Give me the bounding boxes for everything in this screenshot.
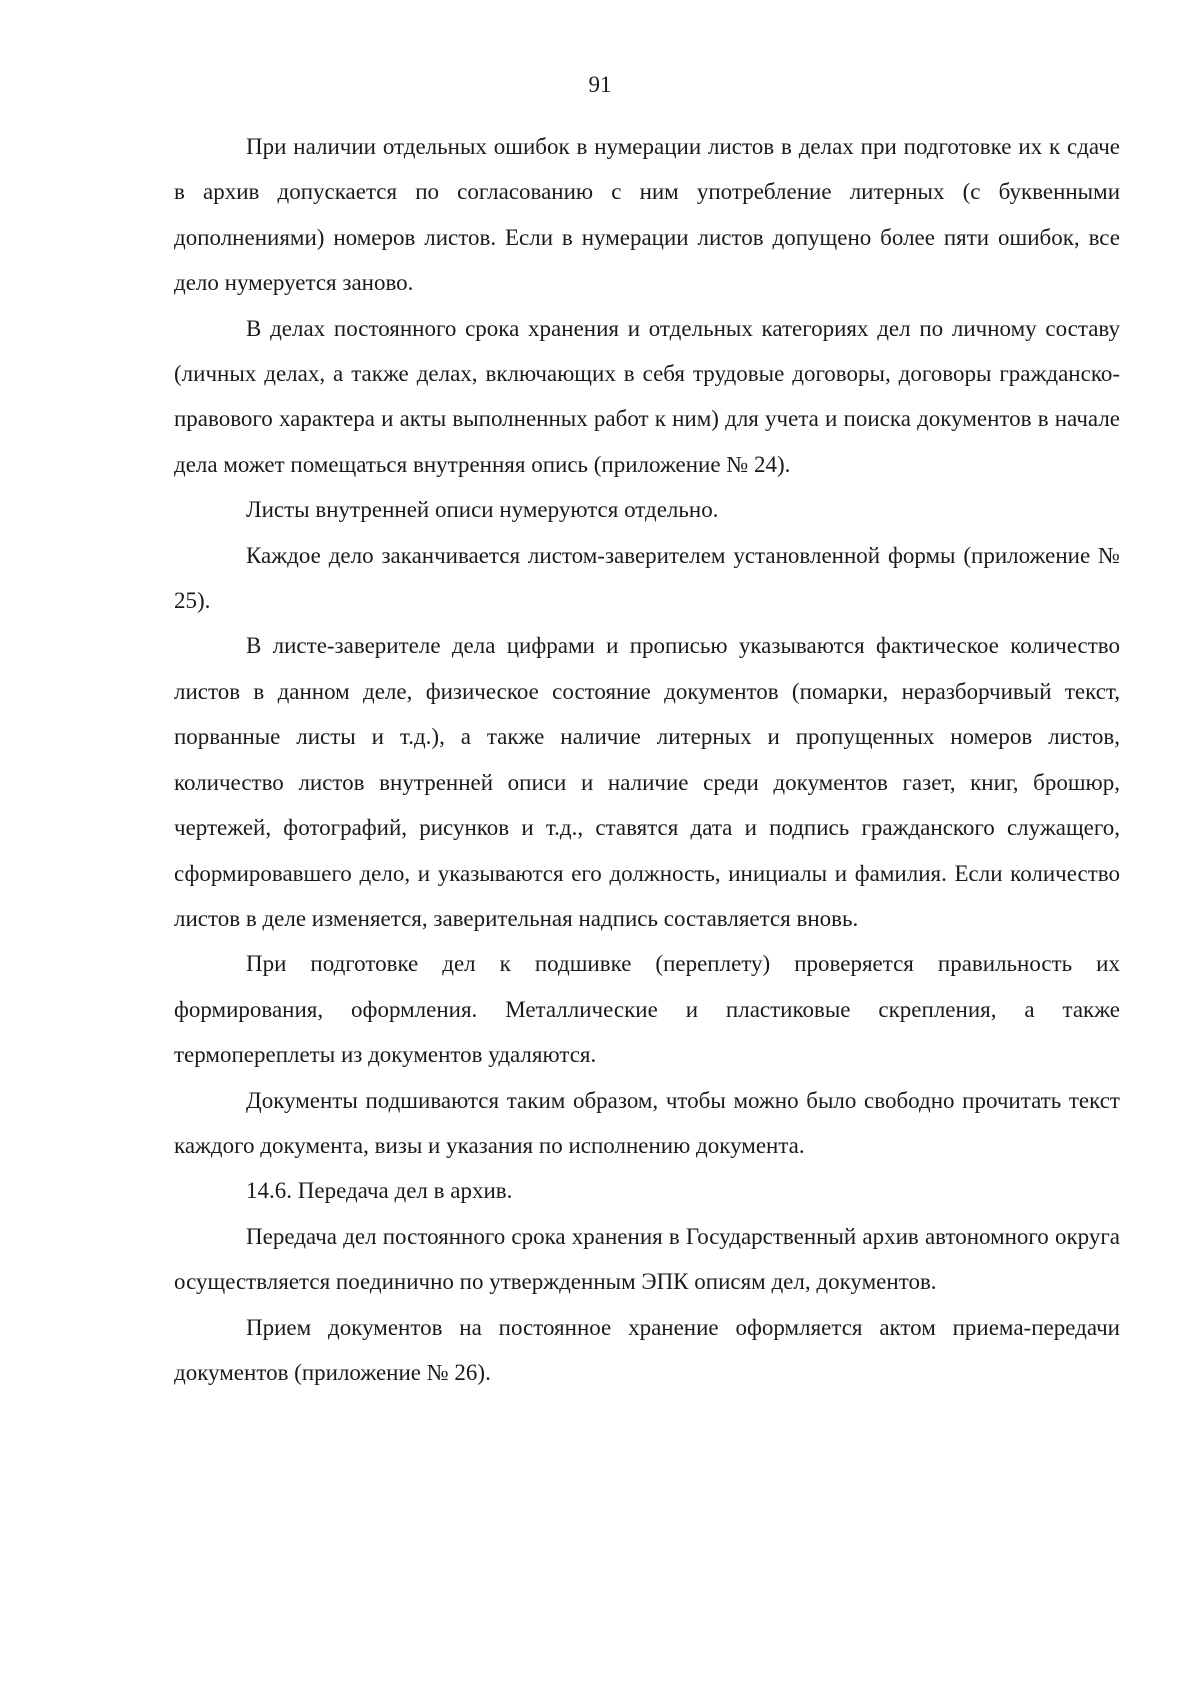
paragraph-certification-contents: В листе-заверителе дела цифрами и прописью указываются фактическое количество листов в данном деле, физическое состояние документов (помарки, неразборчивый текст, порванные листы и т.д.), а также наличие литерных и пропущенных номеров листов, количество листов внутренней описи и наличие среди документов газет, книг, брошюр, чертежей, фотографий, рисунков и т.д., ставятся дата и подпись гражданского служащего, сформировавшего дело, и указываются его должность, инициалы и фамилия. Если количество листов в деле изменяется, заверительная надпись составляется вновь. <box>174 633 1120 931</box>
paragraph-inventory-sheets: Листы внутренней описи нумеруются отдельно. <box>246 497 719 523</box>
paragraph-binding-method: Документы подшиваются таким образом, чтобы можно было свободно прочитать текст каждого документа, визы и указания по исполнению документа. <box>174 1087 1120 1158</box>
page-body <box>174 124 1120 1395</box>
paragraph-literal-numbering: При наличии отдельных ошибок в нумерации листов в делах при подготовке их к сдаче в архив допускается по согласованию с ним употребление литерных (с буквенными дополнениями) номеров листов. Если в нумерации листов допущено более пяти ошибок, все дело нумеруется заново. <box>174 134 1120 296</box>
paragraph-binding-preparation: При подготовке дел к подшивке (переплету) проверяется правильность их формирования, оформления. Металлические и пластиковые скрепления, а также термопереплеты из документов удаляются. <box>174 951 1120 1068</box>
paragraph-transfer-to-archive: Передача дел постоянного срока хранения в Государственный архив автономного округа осуществляется поединично по утвержденным ЭПК описям дел, документов. <box>174 1223 1120 1295</box>
section-heading-transfer: 14.6. Передача дел в архив. <box>246 1178 513 1204</box>
paragraph-certification-sheet: Каждое дело заканчивается листом-заверителем установленной формы (приложение № 25). <box>174 542 1120 614</box>
paragraph-internal-inventory: В делах постоянного срока хранения и отдельных категориях дел по личному составу (личных делах, а также делах, включающих в себя трудовые договоры, договоры гражданско-правового характера и акты выполненных работ к ним) для учета и поиска документов в начале дела может помещаться внутренняя опись (приложение № 24). <box>174 315 1120 477</box>
page-number: 91 <box>588 72 612 97</box>
paragraph-acceptance-act: Прием документов на постоянное хранение оформляется актом приема-передачи документов (приложение № 26). <box>174 1314 1120 1385</box>
